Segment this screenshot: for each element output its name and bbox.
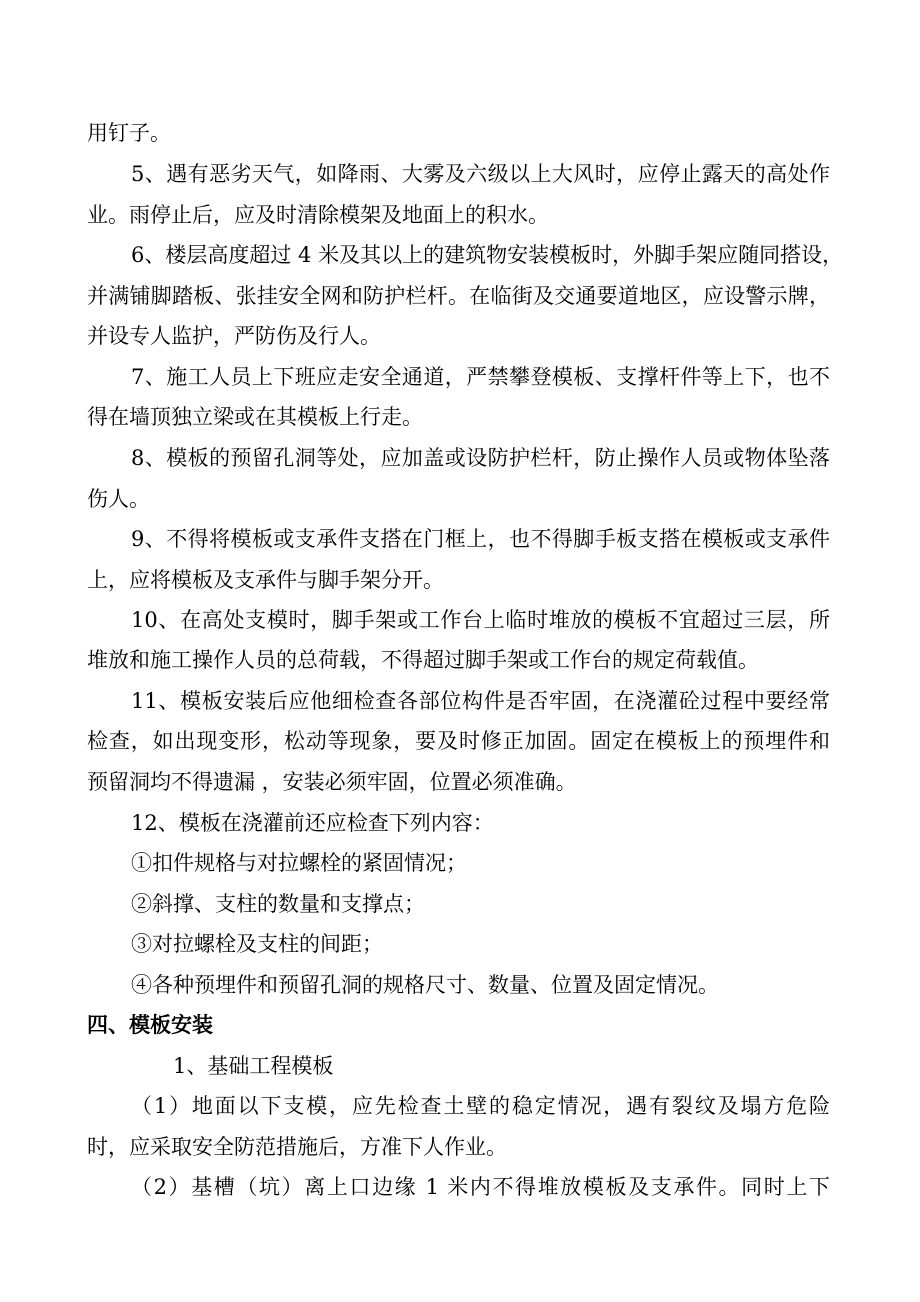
text-line: 并设专人监护，严防伤及行人。 <box>87 324 381 348</box>
text-line: 堆放和施工操作人员的总荷载，不得超过脚手架或工作台的规定荷载值。 <box>87 648 759 672</box>
text-line: 6、楼层高度超过 4 米及其以上的建筑物安装模板时，外脚手架应随同搭设， <box>131 243 844 267</box>
text-line: （2）基槽（坑）离上口边缘 1 米内不得堆放模板及支承件。同时上下 <box>131 1175 830 1199</box>
text-line: 业。雨停止后，应及时清除模架及地面上的积水。 <box>87 203 549 227</box>
text-line: ①扣件规格与对拉螺栓的紧固情况； <box>131 851 467 875</box>
text-line: ④各种预埋件和预留孔洞的规格尺寸、数量、位置及固定情况。 <box>131 973 719 997</box>
text-line: 上，应将模板及支承件与脚手架分开。 <box>87 568 444 592</box>
text-line: 7、施工人员上下班应走安全通道，严禁攀登模板、支撑杆件等上下，也不 <box>131 365 830 389</box>
text-line: ③对拉螺栓及支柱的间距； <box>131 932 383 956</box>
subsection-heading: 1、基础工程模板 <box>173 1054 334 1078</box>
text-line: 检查，如出现变形，松动等现象，要及时修正加固。固定在模板上的预埋件和 <box>87 729 830 753</box>
text-line: （1）地面以下支模，应先检查土壁的稳定情况，遇有裂纹及塌方危险 <box>131 1094 830 1118</box>
text-line: 伤人。 <box>87 487 150 511</box>
text-line: 5、遇有恶劣天气，如降雨、大雾及六级以上大风时，应停止露天的高处作 <box>131 162 830 186</box>
text-line: 9、不得将模板或支承件支搭在门框上，也不得脚手板支搭在模板或支承件 <box>131 527 830 551</box>
text-line: 用钉子。 <box>87 121 171 145</box>
text-line: 12、模板在浇灌前还应检查下列内容： <box>131 811 494 835</box>
text-line: 11、模板安装后应他细检查各部位构件是否牢固，在浇灌砼过程中要经常 <box>131 689 830 713</box>
text-line: 预留洞均不得遗漏 ，安装必须牢固，位置必须准确。 <box>87 770 577 794</box>
text-line: 10、在高处支模时，脚手架或工作台上临时堆放的模板不宜超过三层，所 <box>131 608 830 632</box>
text-line: 8、模板的预留孔洞等处，应加盖或设防护栏杆，防止操作人员或物体坠落 <box>131 446 830 470</box>
text-line: 并满铺脚踏板、张挂安全网和防护栏杆。在临街及交通要道地区，应设警示牌， <box>87 284 830 308</box>
text-line: ②斜撑、支柱的数量和支撑点； <box>131 892 425 916</box>
text-line: 得在墙顶独立梁或在其模板上行走。 <box>87 405 423 429</box>
section-heading: 四、模板安装 <box>87 1012 213 1037</box>
text-line: 时，应采取安全防范措施后，方准下人作业。 <box>87 1135 507 1159</box>
